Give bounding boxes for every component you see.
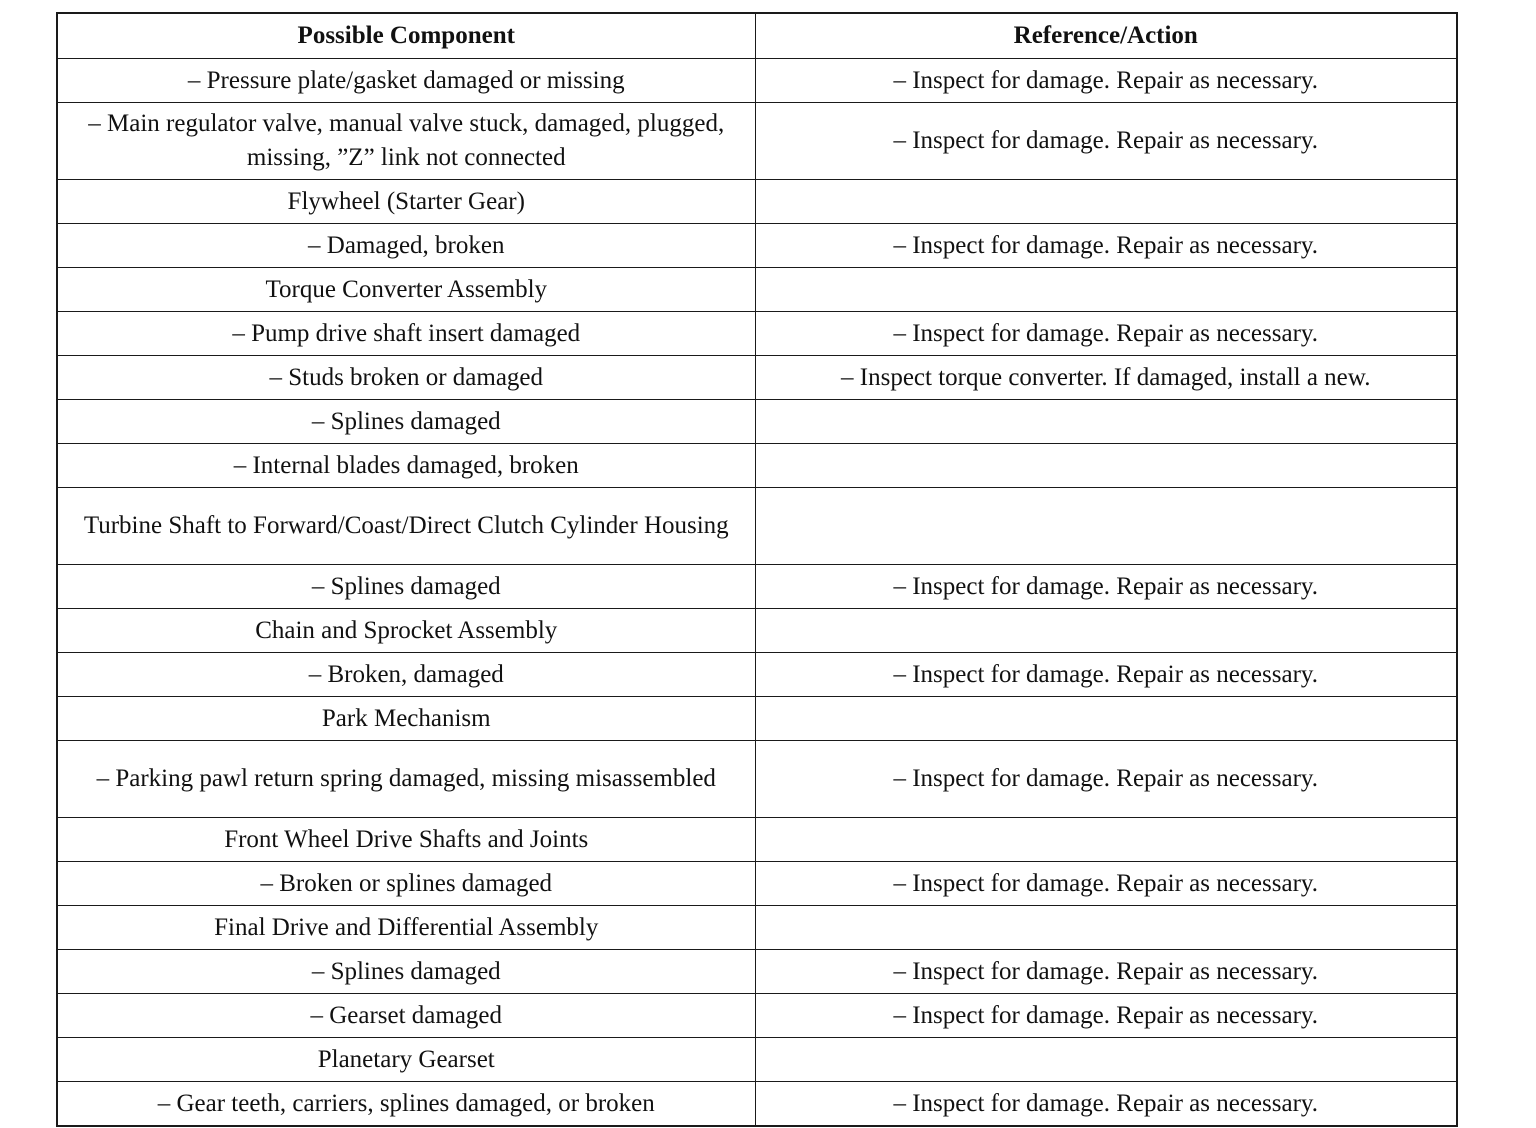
component-cell: – Splines damaged [57,400,755,444]
table-row [57,609,1457,653]
table-row [57,400,1457,444]
action-cell: – Inspect for damage. Repair as necessary. [755,565,1457,609]
action-cell [755,906,1457,950]
component-cell: Front Wheel Drive Shafts and Joints [57,818,755,862]
table-row [57,180,1457,224]
component-cell: – Pressure plate/gasket damaged or missing [57,59,755,103]
component-cell: – Gearset damaged [57,994,755,1038]
table-row [57,906,1457,950]
action-cell: – Inspect for damage. Repair as necessary. [755,994,1457,1038]
table-row [57,103,1457,180]
component-cell: Planetary Gearset [57,1038,755,1082]
component-cell: – Parking pawl return spring damaged, missing misassembled [57,741,755,818]
action-cell: – Inspect torque converter. If damaged, install a new. [755,356,1457,400]
table-row [57,312,1457,356]
action-cell [755,609,1457,653]
table-row [57,741,1457,818]
action-cell: – Inspect for damage. Repair as necessary. [755,59,1457,103]
table-row [57,994,1457,1038]
action-cell: – Inspect for damage. Repair as necessary. [755,741,1457,818]
component-cell: – Splines damaged [57,950,755,994]
component-cell: Park Mechanism [57,697,755,741]
action-cell [755,818,1457,862]
table-row [57,59,1457,103]
component-cell: – Broken or splines damaged [57,862,755,906]
action-cell: – Inspect for damage. Repair as necessary. [755,1082,1457,1127]
action-cell [755,1038,1457,1082]
action-cell: – Inspect for damage. Repair as necessary. [755,312,1457,356]
action-cell: – Inspect for damage. Repair as necessary. [755,103,1457,180]
action-cell [755,488,1457,565]
component-cell: – Damaged, broken [57,224,755,268]
component-cell: – Broken, damaged [57,653,755,697]
table-row [57,565,1457,609]
table-row [57,950,1457,994]
component-cell: Final Drive and Differential Assembly [57,906,755,950]
table-row [57,488,1457,565]
table-row [57,862,1457,906]
component-cell: – Gear teeth, carriers, splines damaged, or broken [57,1082,755,1127]
header-possible-component: Possible Component [57,13,755,59]
table-row [57,1038,1457,1082]
component-cell: Flywheel (Starter Gear) [57,180,755,224]
component-cell: Torque Converter Assembly [57,268,755,312]
action-cell [755,697,1457,741]
action-cell [755,268,1457,312]
component-cell: – Main regulator valve, manual valve stuck, damaged, plugged, missing, ”Z” link not connected [57,103,755,180]
action-cell [755,180,1457,224]
table-row [57,697,1457,741]
action-cell: – Inspect for damage. Repair as necessary. [755,224,1457,268]
table-row [57,653,1457,697]
action-cell: – Inspect for damage. Repair as necessary. [755,950,1457,994]
component-cell: – Studs broken or damaged [57,356,755,400]
component-cell: Chain and Sprocket Assembly [57,609,755,653]
component-cell: – Internal blades damaged, broken [57,444,755,488]
action-cell [755,444,1457,488]
table-row [57,444,1457,488]
action-cell: – Inspect for damage. Repair as necessary. [755,653,1457,697]
diagnostic-table [56,12,1458,1127]
header-row [57,13,1457,59]
table-row [57,224,1457,268]
component-cell: Turbine Shaft to Forward/Coast/Direct Clutch Cylinder Housing [57,488,755,565]
header-reference-action: Reference/Action [755,13,1457,59]
table-row [57,818,1457,862]
table-row [57,1082,1457,1127]
component-cell: – Pump drive shaft insert damaged [57,312,755,356]
action-cell: – Inspect for damage. Repair as necessary. [755,862,1457,906]
table-row [57,268,1457,312]
component-cell: – Splines damaged [57,565,755,609]
action-cell [755,400,1457,444]
table-row [57,356,1457,400]
